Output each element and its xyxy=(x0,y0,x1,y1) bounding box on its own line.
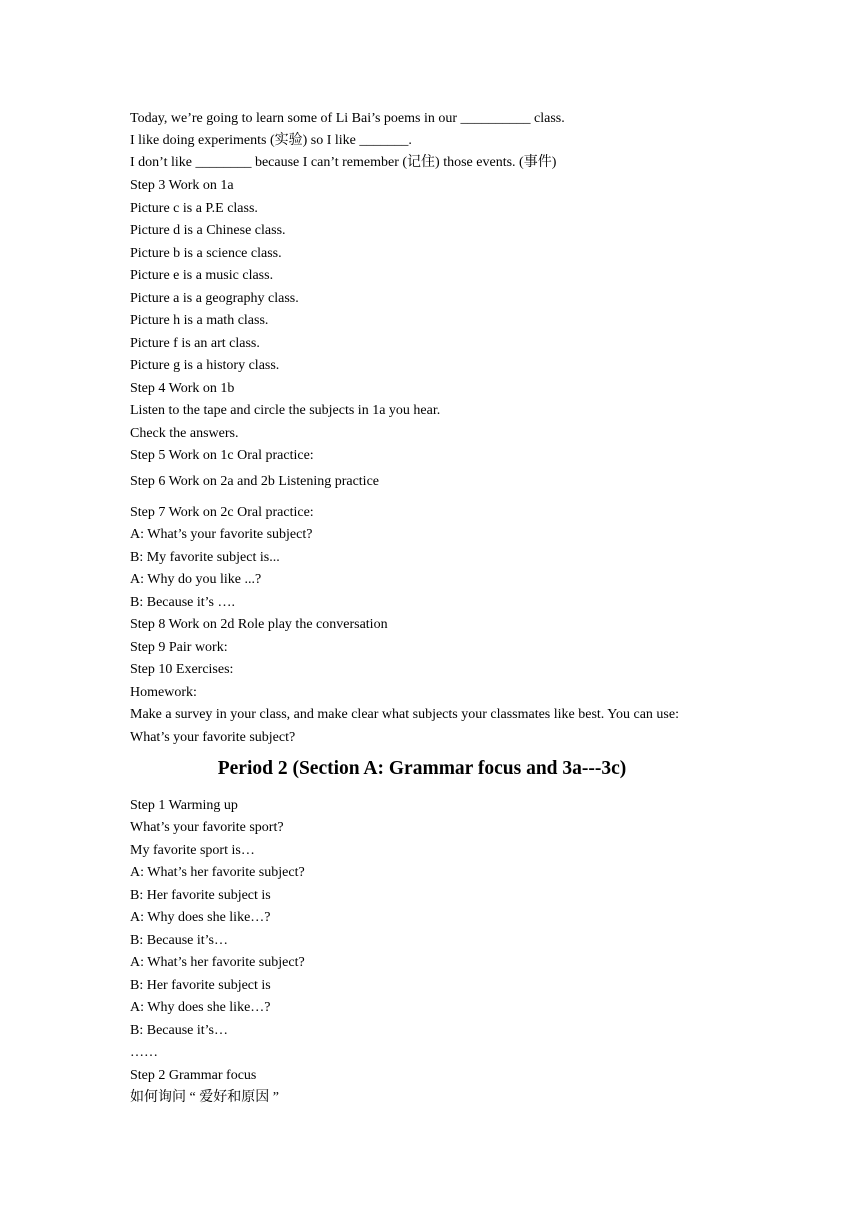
text-line: Listen to the tape and circle the subjects in 1a you hear. xyxy=(130,403,441,418)
text-line: I don’t like ________ because I can’t remember (记住) those events. (事件) xyxy=(130,155,557,170)
text-line: Step 10 Exercises: xyxy=(130,662,234,677)
text-line: My favorite sport is… xyxy=(130,843,255,858)
text-line: B: Because it’s… xyxy=(130,1023,228,1038)
text-line: B: Her favorite subject is xyxy=(130,978,271,993)
text-line: 如何询问 “ 爱好和原因 ” xyxy=(130,1090,279,1105)
text-line: Step 4 Work on 1b xyxy=(130,381,235,396)
text-line: B: Because it’s… xyxy=(130,933,228,948)
text-line: B: Because it’s …. xyxy=(130,595,235,610)
text-line: B: Her favorite subject is xyxy=(130,888,271,903)
text-line: Step 9 Pair work: xyxy=(130,640,228,655)
text-line: What’s your favorite subject? xyxy=(130,730,296,745)
text-line: Make a survey in your class, and make clear what subjects your classmates like best. You can use: xyxy=(130,707,679,722)
text-line: Picture h is a math class. xyxy=(130,313,269,328)
text-line: Step 1 Warming up xyxy=(130,798,238,813)
text-line: Picture c is a P.E class. xyxy=(130,201,258,216)
text-line: …… xyxy=(130,1045,158,1060)
text-line: A: Why do you like ...? xyxy=(130,572,262,587)
text-line: A: What’s her favorite subject? xyxy=(130,955,305,970)
text-line: Step 7 Work on 2c Oral practice: xyxy=(130,505,314,520)
text-line: Picture e is a music class. xyxy=(130,268,274,283)
text-line: Picture d is a Chinese class. xyxy=(130,223,286,238)
text-line: A: What’s your favorite subject? xyxy=(130,527,313,542)
text-line: Step 3 Work on 1a xyxy=(130,178,234,193)
text-line: Homework: xyxy=(130,685,197,700)
text-line: A: Why does she like…? xyxy=(130,1000,271,1015)
text-line: Step 2 Grammar focus xyxy=(130,1068,257,1083)
section-heading: Period 2 (Section A: Grammar focus and 3a---3c) xyxy=(217,758,627,779)
text-line: Check the answers. xyxy=(130,426,239,441)
text-line: Picture f is an art class. xyxy=(130,336,260,351)
text-line: I like doing experiments (实验) so I like _______. xyxy=(130,133,412,148)
text-line: A: What’s her favorite subject? xyxy=(130,865,305,880)
text-line: A: Why does she like…? xyxy=(130,910,271,925)
text-line: B: My favorite subject is... xyxy=(130,550,280,565)
text-line: Picture g is a history class. xyxy=(130,358,280,373)
text-line: Step 6 Work on 2a and 2b Listening practice xyxy=(130,474,379,489)
text-line: Picture b is a science class. xyxy=(130,246,282,261)
text-line: Step 8 Work on 2d Role play the conversation xyxy=(130,617,388,632)
text-line: Picture a is a geography class. xyxy=(130,291,299,306)
text-line: Step 5 Work on 1c Oral practice: xyxy=(130,448,314,463)
text-line: Today, we’re going to learn some of Li Bai’s poems in our __________ class. xyxy=(130,111,565,126)
text-line: What’s your favorite sport? xyxy=(130,820,284,835)
